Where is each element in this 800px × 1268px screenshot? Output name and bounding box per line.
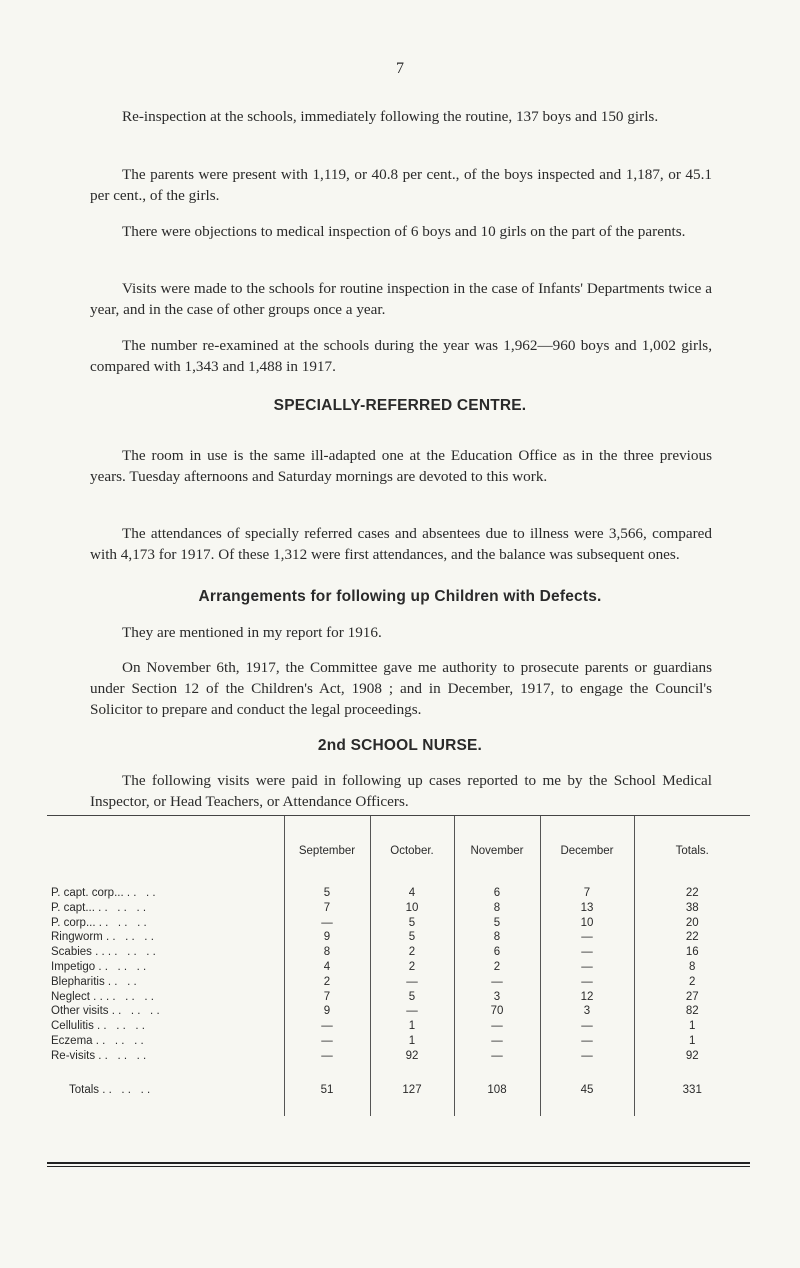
paragraph-mentioned: They are mentioned in my report for 1916.: [122, 624, 382, 641]
cell-november: —: [454, 1049, 540, 1064]
cell-november: 6: [454, 886, 540, 901]
leader-dots: . . . . . .: [102, 1083, 151, 1096]
table-row: [47, 901, 750, 916]
totals-label: Totals: [69, 1083, 100, 1096]
cell-total: 22: [634, 930, 750, 945]
cell-october: 5: [370, 916, 454, 931]
row-label: Re-visits: [51, 1049, 96, 1062]
cell-september: 9: [284, 930, 370, 945]
table-row: [47, 975, 750, 990]
cell-total: 20: [634, 916, 750, 931]
paragraph-parents-present: The parents were present with 1,119, or 40.8 per cent., of the boys inspected and 1,187, or 45.1 per cent., of the girls.: [90, 166, 712, 204]
paragraph-objections: There were objections to medical inspection of 6 boys and 10 girls on the part of the parents.: [122, 223, 686, 240]
cell-november: 70: [454, 1004, 540, 1019]
cell-september: 4: [284, 960, 370, 975]
cell-total: 22: [634, 886, 750, 901]
cell-october: 5: [370, 930, 454, 945]
row-label: Eczema: [51, 1034, 93, 1047]
cell-october: 2: [370, 945, 454, 960]
paragraph-following-visits: The following visits were paid in following up cases reported to me by the School Medical Inspector, or Head Teachers, or Attendance Officers.: [90, 772, 712, 810]
heading-arrangements: Arrangements for following up Children with Defects.: [198, 588, 602, 605]
cell-november: 3: [454, 990, 540, 1005]
cell-december: —: [540, 1034, 634, 1049]
cell-december: —: [540, 960, 634, 975]
cell-october: 10: [370, 901, 454, 916]
cell-total: 1: [634, 1034, 750, 1049]
row-label: Impetigo: [51, 960, 96, 973]
header-october: October.: [370, 816, 454, 886]
cell-november: —: [454, 1034, 540, 1049]
cell-total: 1: [634, 1019, 750, 1034]
cell-total: 82: [634, 1004, 750, 1019]
page-number: 7: [396, 60, 404, 77]
leader-dots: . . . . . .: [98, 916, 147, 929]
total-december: 45: [540, 1064, 634, 1116]
heading-specially-referred: SPECIALLY-REFERRED CENTRE.: [273, 397, 527, 414]
paragraph-attendances: The attendances of specially referred cases and absentees due to illness were 3,566, compared with 4,173 for 1917. Of these 1,312 were first attendances, and the balance was subsequent ones.: [90, 525, 712, 563]
leader-dots: . . . .: [126, 887, 156, 899]
cell-september: 9: [284, 1004, 370, 1019]
cell-september: 5: [284, 886, 370, 901]
leader-dots: . . . . . .: [98, 901, 147, 914]
table-row: [47, 886, 750, 901]
cell-november: —: [454, 1019, 540, 1034]
leader-dots: . . . . . .: [105, 990, 154, 1003]
header-november: November: [454, 816, 540, 886]
cell-november: 6: [454, 945, 540, 960]
cell-total: 2: [634, 975, 750, 990]
row-label: Ringworm: [51, 931, 103, 944]
leader-dots: . . . .: [107, 975, 137, 988]
cell-total: 38: [634, 901, 750, 916]
cell-september: 7: [284, 990, 370, 1005]
table-row: [47, 1034, 750, 1049]
cell-september: 7: [284, 901, 370, 916]
cell-october: —: [370, 975, 454, 990]
total-october: 127: [370, 1064, 454, 1116]
table-row: [47, 930, 750, 945]
visits-table: [47, 816, 750, 1116]
paragraph-reexamined: The number re-examined at the schools during the year was 1,962—960 boys and 1,002 girls, compared with 1,343 and 1,488 in 1917.: [90, 337, 712, 375]
table-row: [47, 1049, 750, 1064]
header-december: December: [540, 816, 634, 886]
cell-december: —: [540, 930, 634, 945]
cell-december: —: [540, 1049, 634, 1064]
heading-school-nurse: 2nd SCHOOL NURSE.: [317, 737, 483, 754]
total-september: 51: [284, 1064, 370, 1116]
cell-december: —: [540, 975, 634, 990]
leader-dots: . . . . . .: [97, 1020, 145, 1033]
cell-october: 1: [370, 1034, 454, 1049]
cell-december: —: [540, 1019, 634, 1034]
cell-total: 8: [634, 960, 750, 975]
paragraph-room: The room in use is the same ill-adapted one at the Education Office as in the three previous years. Tuesday afternoons and Saturday mornings are devoted to this work.: [90, 447, 712, 485]
table-bottom-rule: [47, 1162, 750, 1164]
row-label: Scabies . .: [51, 946, 105, 959]
row-label: Cellulitis: [51, 1020, 94, 1033]
cell-october: 1: [370, 1019, 454, 1034]
paragraph-november: On November 6th, 1917, the Committee gave me authority to prosecute parents or guardians under Section 12 of the Children's Act, 1908 ; and in December, 1917, to engage the Council's Solicitor to prepare and conduct the legal proceedings.: [90, 659, 712, 718]
totals-row: [47, 1064, 750, 1116]
cell-november: 2: [454, 960, 540, 975]
cell-total: 27: [634, 990, 750, 1005]
table-row: [47, 960, 750, 975]
table-row: [47, 916, 750, 931]
header-blank: [47, 816, 284, 886]
total-november: 108: [454, 1064, 540, 1116]
cell-september: —: [284, 1049, 370, 1064]
cell-november: —: [454, 975, 540, 990]
row-label: Other visits: [51, 1005, 109, 1018]
cell-december: 10: [540, 916, 634, 931]
cell-total: 16: [634, 945, 750, 960]
cell-november: 8: [454, 930, 540, 945]
cell-december: 3: [540, 1004, 634, 1019]
cell-december: 13: [540, 901, 634, 916]
leader-dots: . . . . . .: [111, 1005, 160, 1018]
paragraph-visits: Visits were made to the schools for routine inspection in the case of Infants' Departments twice a year, and in the case of other groups once a year.: [90, 280, 712, 318]
row-label: Blepharitis: [51, 975, 105, 988]
cell-december: 7: [540, 886, 634, 901]
cell-october: 92: [370, 1049, 454, 1064]
leader-dots: . . . . . .: [95, 1034, 144, 1047]
row-label: P. corp...: [51, 916, 96, 929]
cell-december: —: [540, 945, 634, 960]
cell-september: —: [284, 1019, 370, 1034]
paragraph-reinspection: Re-inspection at the schools, immediately following the routine, 137 boys and 150 girls.: [122, 108, 659, 125]
leader-dots: . . . . . .: [107, 946, 156, 959]
header-september: September: [284, 816, 370, 886]
table-row: [47, 945, 750, 960]
cell-october: 5: [370, 990, 454, 1005]
cell-total: 92: [634, 1049, 750, 1064]
cell-september: —: [284, 916, 370, 931]
cell-september: —: [284, 1034, 370, 1049]
cell-september: 8: [284, 945, 370, 960]
leader-dots: . . . . . .: [98, 1049, 147, 1062]
cell-october: 4: [370, 886, 454, 901]
header-totals: Totals.: [634, 816, 750, 886]
cell-october: 2: [370, 960, 454, 975]
table-bottom-rule-thin: [47, 1166, 750, 1167]
row-label: P. capt...: [51, 901, 95, 914]
cell-november: 8: [454, 901, 540, 916]
cell-september: 2: [284, 975, 370, 990]
table-header-row: [47, 816, 750, 886]
table-row: [47, 1019, 750, 1034]
cell-october: —: [370, 1004, 454, 1019]
leader-dots: . . . . . .: [98, 960, 147, 973]
row-label: Neglect . .: [51, 990, 103, 1003]
leader-dots: . . . . . .: [105, 931, 154, 944]
grand-total: 331: [634, 1064, 750, 1116]
row-label: P. capt. corp...: [51, 887, 124, 899]
table-row: [47, 990, 750, 1005]
table-row: [47, 1004, 750, 1019]
cell-december: 12: [540, 990, 634, 1005]
cell-november: 5: [454, 916, 540, 931]
